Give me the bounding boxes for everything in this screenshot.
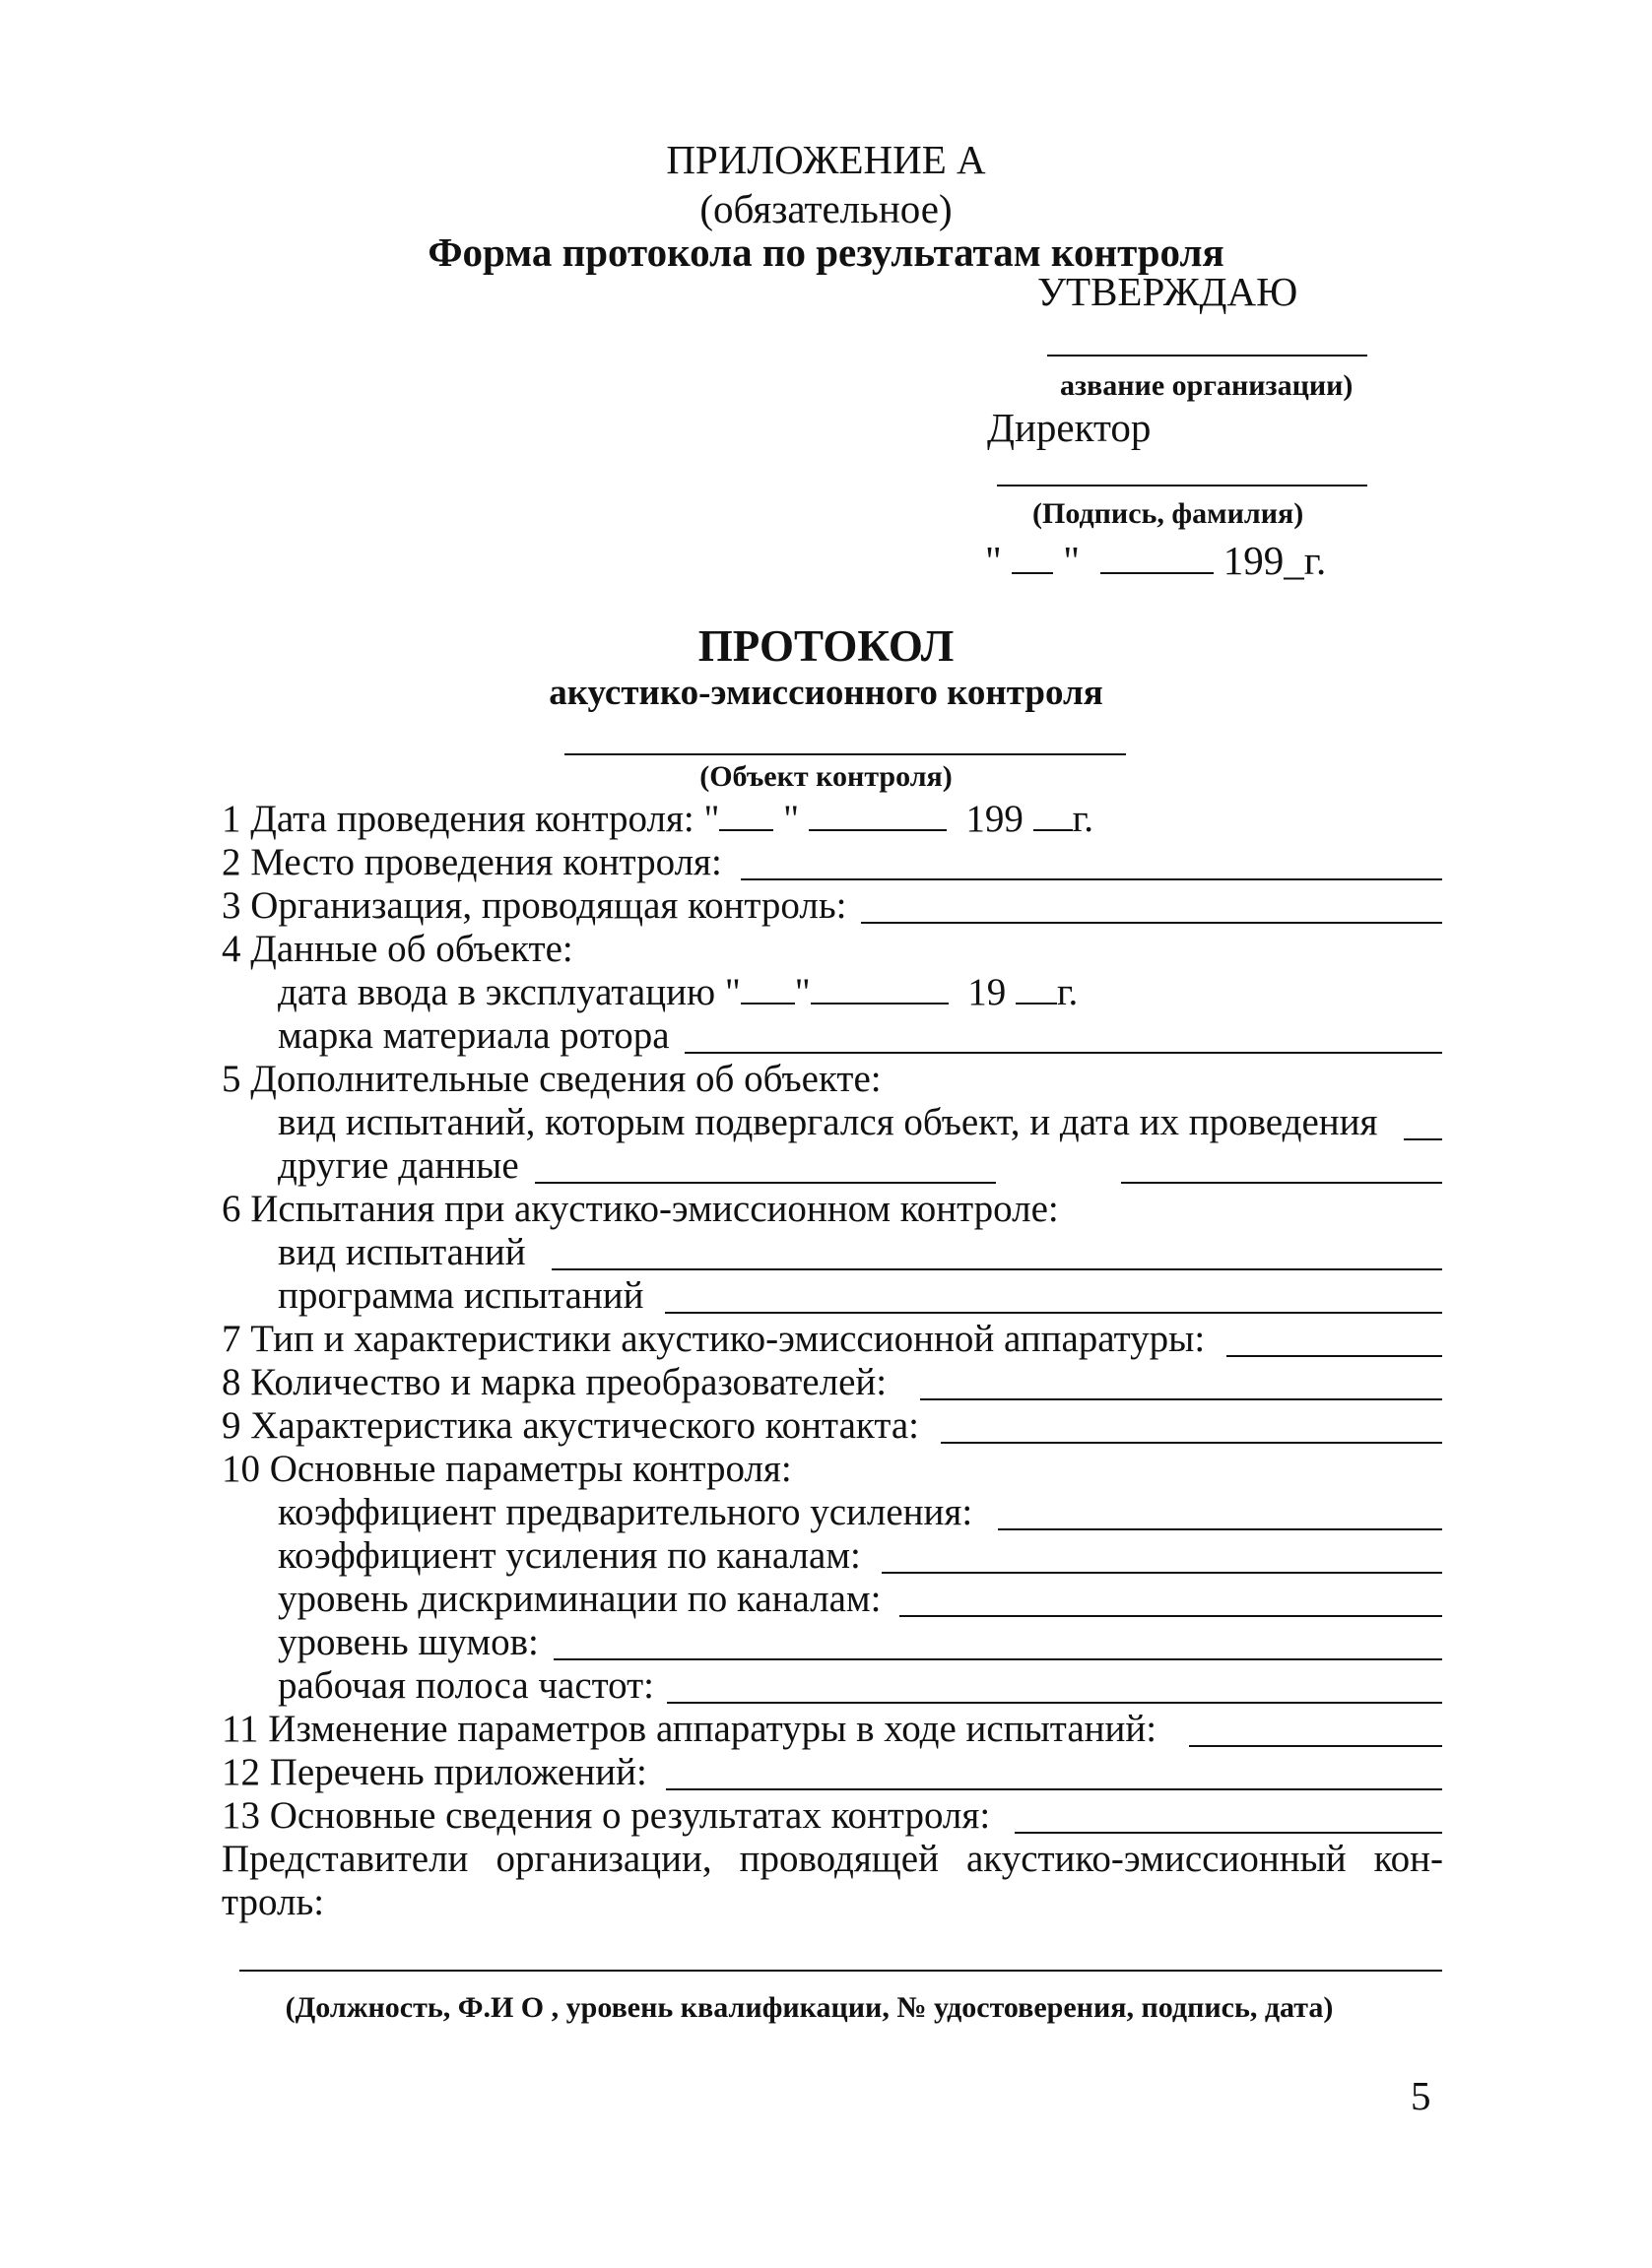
object-line [564,753,1126,755]
protocol-subtitle: акустико-эмиссионного контроля [549,673,1103,713]
item-10c: уровень дискриминации по каналам: [278,1578,882,1620]
org-name-line [1047,355,1367,356]
item-2-line [741,878,1442,880]
item-6: 6 Испытания при акустико-эмиссионном контроле: [222,1188,1059,1230]
item-10e-line [667,1702,1442,1704]
item-5a-line [1404,1138,1442,1140]
item-10c-line [899,1615,1442,1617]
date-month-blank [1100,543,1214,574]
item-5b: другие данные [278,1144,519,1187]
item-1-day-blank [719,800,773,831]
item-12: 12 Перечень приложений: [222,1751,647,1793]
item-4a-label: дата ввода в эксплуатацию " [278,971,741,1013]
item-1-quote: " [783,798,800,840]
item-4a-day-blank [741,973,795,1004]
representatives-line-2: троль: [222,1881,325,1923]
mandatory-note: (обязательное) [699,186,953,231]
item-9: 9 Характеристика акустического контакта: [222,1404,919,1447]
item-8-line [920,1398,1442,1400]
item-5: 5 Дополнительные сведения об объекте: [222,1058,882,1100]
item-6b: программа испытаний [278,1274,644,1317]
item-4b-line [685,1052,1442,1054]
item-10b-line [882,1572,1442,1574]
item-3-line [861,922,1442,924]
item-3: 3 Организация, проводящая контроль: [222,884,847,927]
item-4a-quote: " [794,971,811,1013]
item-6b-line [665,1312,1442,1314]
item-2: 2 Место проведения контроля: [222,841,722,883]
appendix-heading: ПРИЛОЖЕНИЕ А [666,137,986,182]
representatives-caption: (Должность, Ф.И О , уровень квалификации, № удостоверения, подпись, дата) [285,1991,1334,2024]
item-1-date [222,798,1093,841]
page-number: 5 [1411,2073,1431,2118]
signature-line [997,485,1367,486]
item-4a-month-blank [811,973,949,1004]
item-4a [278,971,1078,1014]
item-10d: уровень шумов: [278,1621,539,1663]
item-5a: вид испытаний, которым подвергался объект, и дата их проведения [278,1101,1378,1143]
item-1-year: 199 [965,798,1024,840]
item-5b-line [535,1182,996,1184]
item-12-line [666,1788,1442,1790]
item-10e: рабочая полоса частот: [278,1664,655,1707]
representatives-signature-line [239,1970,1442,1972]
item-10a: коэффициент предварительного усиления: [278,1491,973,1533]
protocol-title: ПРОТОКОЛ [697,621,955,671]
item-10d-line [554,1658,1442,1660]
item-10a-line [998,1528,1442,1530]
item-10: 10 Основные параметры контроля: [222,1448,792,1490]
item-1-label: 1 Дата проведения контроля: " [222,798,720,840]
item-5b-line-right [1121,1182,1442,1184]
item-9-line [941,1442,1442,1444]
director-label: Директор [987,405,1152,450]
form-title: Форма протокола по результатам контроля [428,229,1224,275]
approval-date [985,537,1326,584]
item-11: 11 Изменение параметров аппаратуры в ходе испытаний: [222,1708,1157,1750]
item-13: 13 Основные сведения о результатах контроля: [222,1794,991,1837]
representatives-line-1: Представители организации, проводящей акустико-эмиссионный кон- [222,1838,1443,1880]
org-name-caption: азвание организации) [1060,369,1354,402]
date-day-blank [1012,543,1053,574]
item-6a-line [552,1268,1442,1270]
date-quote-close: " [1063,538,1080,583]
item-1-month-blank [809,800,947,831]
approve-label: УТВЕРЖДАЮ [1037,269,1298,314]
item-7: 7 Тип и характеристики акустико-эмиссионной аппаратуры: [222,1318,1206,1360]
item-1-year-blank [1033,800,1073,831]
item-4a-year: 19 [967,971,1007,1013]
object-caption: (Объект контроля) [699,760,953,793]
item-4a-suffix: г. [1056,971,1079,1013]
item-8: 8 Количество и марка преобразователей: [222,1361,888,1403]
item-4: 4 Данные об объекте: [222,928,573,970]
item-10b: коэффициент усиления по каналам: [278,1534,861,1577]
item-1-suffix: г. [1072,798,1093,840]
item-11-line [1189,1745,1442,1747]
date-quote-open: " [985,538,1002,583]
item-13-line [1015,1832,1442,1834]
signature-caption: (Подпись, фамилия) [1032,497,1304,530]
item-4b: марка материала ротора [278,1014,670,1057]
item-7-line [1226,1355,1442,1357]
date-year: 199_г. [1222,538,1327,583]
item-4a-year-blank [1016,973,1057,1004]
item-6a: вид испытаний [278,1231,526,1273]
